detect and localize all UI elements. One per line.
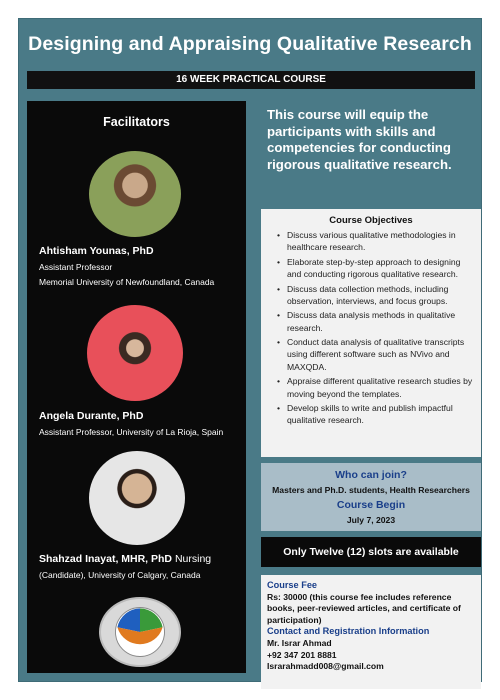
objective-item: • Appraise different qualitative research studies by moving beyond the templates. — [279, 375, 475, 400]
course-intro: This course will equip the participants with skills and competencies for conducting rigorous qualitative research. — [267, 107, 452, 172]
objective-item: • Discuss data collection methods, including observation, interviews, and focus groups. — [279, 283, 475, 308]
fee-contact-panel — [261, 575, 481, 689]
who-can-join-heading: Who can join? — [335, 469, 407, 481]
facilitator-name-3 — [39, 553, 211, 565]
contact-phone[interactable]: +92 347 201 8881 — [267, 649, 337, 660]
slots-banner: Only Twelve (12) slots are available — [261, 537, 481, 567]
facilitator-affiliation-3: (Candidate), University of Calgary, Canada — [39, 570, 201, 580]
contact-name: Mr. Israr Ahmad — [267, 637, 332, 648]
course-title: Designing and Appraising Qualitative Research — [28, 33, 472, 55]
fee-heading: Course Fee — [267, 580, 318, 590]
objective-item: • Elaborate step-by-step approach to designing and conducting rigorous qualitative research. — [279, 256, 475, 281]
facilitator-photo-3 — [89, 451, 185, 545]
objective-item: • Conduct data analysis of qualitative transcripts using different software such as NVivo and MAXQDA. — [279, 336, 475, 373]
facilitator-name-3-suffix: Nursing — [174, 553, 212, 565]
fee-text: Rs: 30000 (this course fee includes reference books, peer-reviewed articles, and certificate of participation) — [267, 591, 461, 625]
objectives-panel — [261, 209, 481, 457]
society-logo-icon — [101, 599, 179, 665]
objective-item: • Develop skills to write and publish impactful qualitative research. — [279, 402, 475, 427]
objectives-list — [279, 229, 475, 429]
facilitators-panel — [27, 101, 246, 673]
facilitator-name-3-degree: Shahzad Inayat, MHR, PhD — [39, 553, 173, 565]
flyer-frame — [18, 18, 482, 682]
facilitator-photo-1 — [89, 151, 181, 237]
objective-item: • Discuss various qualitative methodologies in healthcare research. — [279, 229, 475, 254]
course-begin-heading: Course Begin — [336, 499, 406, 511]
facilitator-affiliation-1: Memorial University of Newfoundland, Canada — [39, 277, 215, 287]
facilitator-name-2: Angela Durante, PhD — [39, 410, 144, 422]
facilitator-affiliation-2: Assistant Professor, University of La Rioja, Spain — [39, 427, 224, 437]
facilitator-title-1: Assistant Professor — [39, 262, 113, 272]
objective-item: • Discuss data analysis methods in qualitative research. — [279, 309, 475, 334]
facilitators-heading: Facilitators — [103, 115, 170, 129]
contact-heading: Contact and Registration Information — [267, 626, 430, 637]
contact-email[interactable]: Israrahmadd008@gmail.com — [267, 661, 384, 672]
eligibility-text: Masters and Ph.D. students, Health Researchers — [272, 485, 470, 495]
eligibility-panel — [261, 463, 481, 531]
facilitator-name-1: Ahtisham Younas, PhD — [39, 245, 154, 257]
objectives-heading: Course Objectives — [329, 215, 413, 226]
course-begin-date: July 7, 2023 — [346, 515, 396, 525]
course-duration-banner: 16 WEEK PRACTICAL COURSE — [27, 71, 475, 89]
facilitator-photo-2 — [87, 305, 183, 401]
society-logo — [99, 597, 181, 667]
